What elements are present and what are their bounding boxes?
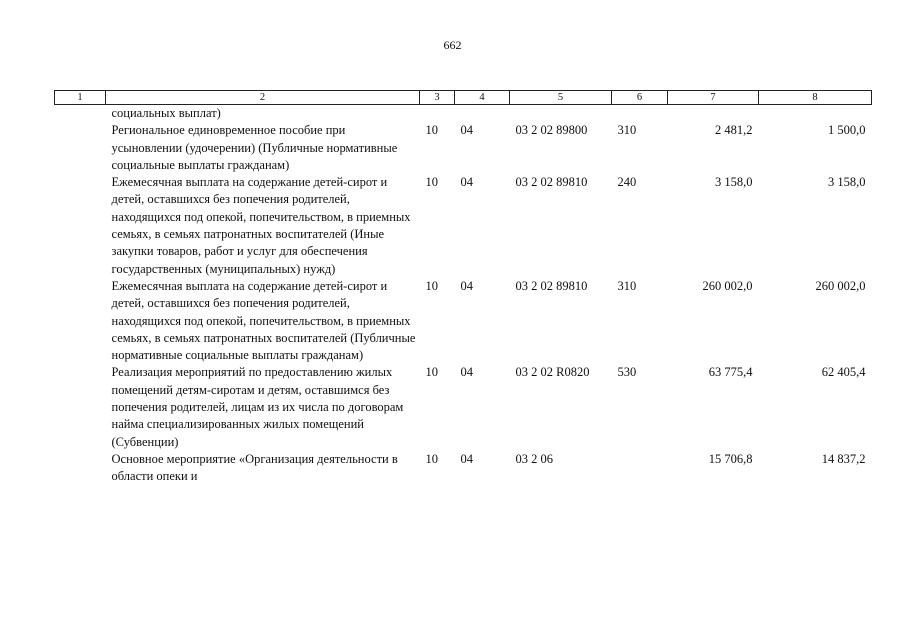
row-section: 10 xyxy=(425,278,438,293)
row-target-code: 03 2 02 89810 xyxy=(515,175,588,190)
row-target-code: 03 2 02 R0820 xyxy=(515,365,590,380)
row-amount-2 xyxy=(759,105,872,123)
table-row xyxy=(55,278,872,364)
row-section: 10 xyxy=(425,451,438,466)
table-header xyxy=(55,91,872,105)
column-header: 1 xyxy=(55,91,106,105)
column-header: 4 xyxy=(455,91,510,105)
row-subsection: 04 xyxy=(460,123,473,138)
page-number: 662 xyxy=(443,38,462,52)
table-row xyxy=(55,122,872,174)
row-name: Реализация мероприятий по предоставлению жилых помещений детям-сиротам и детям, оставшимся без попечения родителей, лицам из их числа по договорам найма специализированных жилых помещений (Субвенции) xyxy=(111,365,404,449)
table-body xyxy=(55,105,872,486)
row-subsection: 04 xyxy=(460,365,473,380)
row-name: социальных выплат) xyxy=(111,106,221,120)
row-amount-1: 15 706,8 xyxy=(708,451,753,466)
row-index-cell xyxy=(55,451,106,486)
table-row xyxy=(55,364,872,450)
row-name: Региональное единовременное пособие при усыновлении (удочерении) (Публичные нормативные социальные выплаты гражданам) xyxy=(111,123,398,172)
row-amount-1: 3 158,0 xyxy=(715,175,753,190)
row-expense-type: 240 xyxy=(617,175,637,190)
row-expense-type: 530 xyxy=(617,365,637,380)
column-header: 5 xyxy=(510,91,612,105)
row-amount-2: 62 405,4 xyxy=(821,365,866,380)
row-expense-type xyxy=(612,105,668,123)
row-index-cell xyxy=(55,122,106,174)
column-header: 7 xyxy=(668,91,759,105)
row-amount-1: 260 002,0 xyxy=(702,278,753,293)
row-section: 10 xyxy=(425,175,438,190)
row-amount-2: 3 158,0 xyxy=(828,175,866,190)
row-target-code: 03 2 02 89810 xyxy=(515,278,588,293)
row-amount-2: 1 500,0 xyxy=(828,123,866,138)
row-name: Основное мероприятие «Организация деятельности в области опеки и xyxy=(111,451,398,484)
row-amount-1: 2 481,2 xyxy=(715,123,753,138)
row-subsection: 04 xyxy=(460,451,473,466)
row-amount-1: 63 775,4 xyxy=(708,365,753,380)
column-number-row xyxy=(55,91,872,105)
row-amount-2: 260 002,0 xyxy=(815,278,866,293)
table-row xyxy=(55,174,872,278)
row-target-code: 03 2 06 xyxy=(515,451,553,466)
row-amount-1 xyxy=(668,105,759,123)
row-expense-type: 310 xyxy=(617,278,637,293)
row-index-cell xyxy=(55,364,106,450)
table-row xyxy=(55,105,872,123)
budget-table xyxy=(54,90,872,486)
row-index-cell xyxy=(55,174,106,278)
column-header: 3 xyxy=(420,91,455,105)
row-subsection xyxy=(455,105,510,123)
row-target-code: 03 2 02 89800 xyxy=(515,123,588,138)
column-header: 2 xyxy=(106,91,420,105)
column-header: 6 xyxy=(612,91,668,105)
row-amount-2: 14 837,2 xyxy=(821,451,866,466)
row-subsection: 04 xyxy=(460,175,473,190)
table-row xyxy=(55,451,872,486)
row-expense-type: 310 xyxy=(617,123,637,138)
row-name: Ежемесячная выплата на содержание детей-сирот и детей, оставшихся без попечения родителей, находящихся под опекой, попечительством, в приемных семьях, в семьях патронатных воспитателей (Публичные нормативные социальные выплаты гражданам) xyxy=(111,278,416,363)
row-section: 10 xyxy=(425,123,438,138)
row-expense-type xyxy=(612,451,668,486)
column-header: 8 xyxy=(759,91,872,105)
row-index-cell xyxy=(55,278,106,364)
row-subsection: 04 xyxy=(460,278,473,293)
row-name: Ежемесячная выплата на содержание детей-сирот и детей, оставшихся без попечения родителей, находящихся под опекой, попечительством, в приемных семьях, в семьях патронатных воспитателей (Иные закупки товаров, работ и услуг для обеспечения государственных (муниципальных) нужд) xyxy=(111,175,411,276)
row-section: 10 xyxy=(425,365,438,380)
row-section xyxy=(420,105,455,123)
row-index-cell xyxy=(55,105,106,123)
row-target-code xyxy=(510,105,612,123)
